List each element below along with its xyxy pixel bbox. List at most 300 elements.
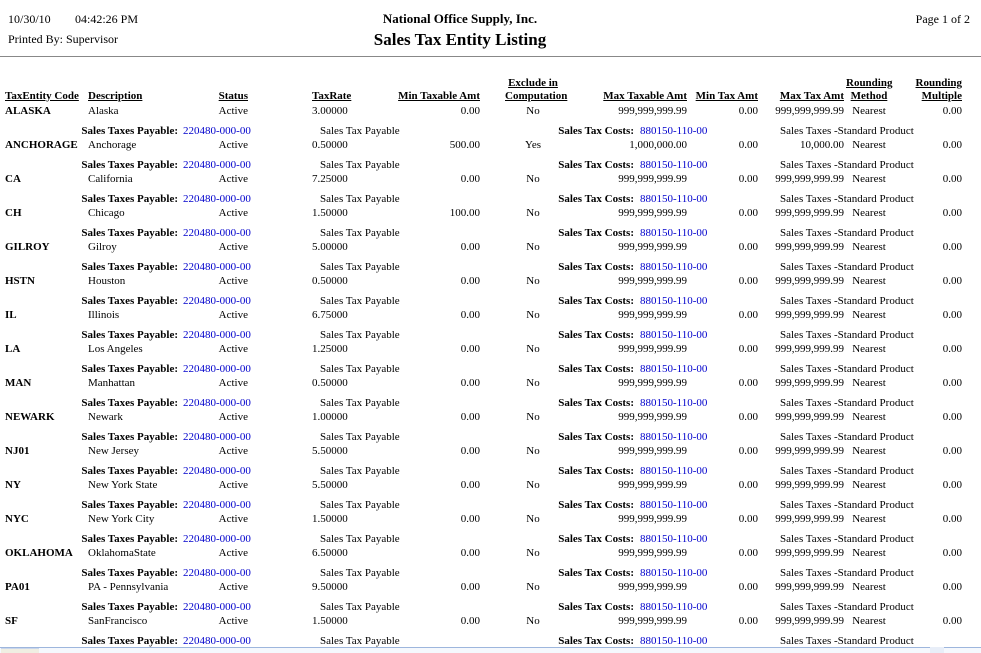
entity-max-tax-amt: 999,999,999.99: [775, 377, 844, 389]
header-max-tax-amt: Max Tax Amt: [779, 90, 844, 102]
entity-exclude-in-computation: Yes: [524, 139, 541, 151]
entity-max-taxable-amt: 999,999,999.99: [618, 105, 687, 117]
entity-min-tax-amt: 0.00: [738, 513, 758, 525]
sales-tax-costs-label: Sales Tax Costs:: [558, 159, 634, 171]
entity-min-taxable-amt: 500.00: [449, 139, 480, 151]
entity-status: Active: [218, 173, 248, 185]
entity-max-tax-amt: 999,999,999.99: [775, 309, 844, 321]
sales-tax-costs-account-link[interactable]: 880150-110-00: [640, 193, 708, 205]
sales-tax-costs-account-link[interactable]: 880150-110-00: [640, 329, 708, 341]
table-row: [0, 547, 981, 581]
sales-taxes-payable-account-link[interactable]: 220480-000-00: [183, 193, 251, 205]
entity-exclude-in-computation: No: [526, 411, 540, 423]
entity-rounding-method: Nearest: [852, 105, 886, 117]
entity-rounding-method: Nearest: [852, 615, 886, 627]
entity-main-line: [0, 547, 981, 561]
table-row: [0, 275, 981, 309]
entity-max-tax-amt: 999,999,999.99: [775, 581, 844, 593]
entity-max-taxable-amt: 999,999,999.99: [618, 479, 687, 491]
table-row: [0, 479, 981, 513]
entity-min-tax-amt: 0.00: [738, 207, 758, 219]
entity-max-tax-amt: 999,999,999.99: [775, 547, 844, 559]
entity-main-line: [0, 173, 981, 187]
sales-tax-costs-account-desc: Sales Taxes -Standard Product: [780, 397, 914, 409]
entity-status: Active: [218, 479, 248, 491]
report-title: Sales Tax Entity Listing: [373, 30, 547, 49]
entity-min-tax-amt: 0.00: [738, 377, 758, 389]
entity-exclude-in-computation: No: [526, 445, 540, 457]
sales-taxes-payable-account-link[interactable]: 220480-000-00: [183, 363, 251, 375]
entity-main-line: [0, 581, 981, 595]
entity-rounding-multiple: 0.00: [942, 479, 962, 491]
entity-max-taxable-amt: 999,999,999.99: [618, 445, 687, 457]
entity-min-tax-amt: 0.00: [738, 105, 758, 117]
sales-taxes-payable-label: Sales Taxes Payable:: [81, 431, 178, 443]
entity-exclude-in-computation: No: [526, 513, 540, 525]
entity-rounding-multiple: 0.00: [942, 513, 962, 525]
entity-max-taxable-amt: 999,999,999.99: [618, 377, 687, 389]
entity-max-tax-amt: 999,999,999.99: [775, 479, 844, 491]
entity-status: Active: [218, 207, 248, 219]
table-row: [0, 139, 981, 173]
entity-main-line: [0, 309, 981, 323]
sales-taxes-payable-account-desc: Sales Tax Payable: [320, 431, 400, 443]
entity-description: New York City: [88, 513, 155, 525]
entity-min-tax-amt: 0.00: [738, 615, 758, 627]
entity-min-taxable-amt: 0.00: [460, 309, 480, 321]
entity-rounding-method: Nearest: [852, 445, 886, 457]
header-divider: [0, 56, 981, 57]
sales-tax-costs-account-desc: Sales Taxes -Standard Product: [780, 295, 914, 307]
entity-rounding-method: Nearest: [852, 275, 886, 287]
entity-status: Active: [218, 275, 248, 287]
entity-rounding-multiple: 0.00: [942, 615, 962, 627]
entity-status: Active: [218, 547, 248, 559]
entity-rounding-multiple: 0.00: [942, 581, 962, 593]
entity-max-tax-amt: 999,999,999.99: [775, 343, 844, 355]
sales-tax-costs-account-desc: Sales Taxes -Standard Product: [780, 567, 914, 579]
sales-tax-costs-label: Sales Tax Costs:: [558, 567, 634, 579]
entity-main-line: [0, 105, 981, 119]
sales-taxes-payable-account-link[interactable]: 220480-000-00: [183, 567, 251, 579]
sales-taxes-payable-label: Sales Taxes Payable:: [81, 601, 178, 613]
sales-taxes-payable-account-desc: Sales Tax Payable: [320, 533, 400, 545]
header-tax-rate: TaxRate: [312, 90, 352, 102]
entity-status: Active: [218, 139, 248, 151]
entity-tax-rate: 1.25000: [312, 343, 348, 355]
sales-taxes-payable-account-desc: Sales Tax Payable: [320, 465, 400, 477]
sales-tax-costs-label: Sales Tax Costs:: [558, 295, 634, 307]
entity-code: IL: [5, 309, 17, 321]
entity-description: Houston: [88, 275, 126, 287]
entity-max-tax-amt: 999,999,999.99: [775, 173, 844, 185]
entity-max-tax-amt: 999,999,999.99: [775, 207, 844, 219]
entity-description: Gilroy: [88, 241, 117, 253]
entity-accounts-line: [0, 465, 981, 479]
sales-taxes-payable-label: Sales Taxes Payable:: [81, 193, 178, 205]
sales-tax-costs-account-link[interactable]: 880150-110-00: [640, 567, 708, 579]
sales-tax-costs-account-desc: Sales Taxes -Standard Product: [780, 159, 914, 171]
sales-taxes-payable-account-link[interactable]: 220480-000-00: [183, 329, 251, 341]
entity-max-tax-amt: 999,999,999.99: [775, 105, 844, 117]
sales-tax-costs-account-desc: Sales Taxes -Standard Product: [780, 363, 914, 375]
entity-min-taxable-amt: 0.00: [460, 411, 480, 423]
entity-main-line: [0, 343, 981, 357]
entity-rounding-method: Nearest: [852, 513, 886, 525]
sales-tax-costs-account-link[interactable]: 880150-110-00: [640, 397, 708, 409]
entity-code: OKLAHOMA: [5, 547, 73, 559]
sales-tax-costs-account-desc: Sales Taxes -Standard Product: [780, 329, 914, 341]
entity-rounding-multiple: 0.00: [942, 173, 962, 185]
sales-taxes-payable-label: Sales Taxes Payable:: [81, 635, 178, 647]
entity-rounding-method: Nearest: [852, 479, 886, 491]
table-row: [0, 377, 981, 411]
entity-description: Alaska: [88, 105, 119, 117]
entity-code: ANCHORAGE: [5, 139, 78, 151]
entity-rounding-method: Nearest: [852, 309, 886, 321]
entity-status: Active: [218, 343, 248, 355]
entity-rounding-method: Nearest: [852, 343, 886, 355]
sales-taxes-payable-account-desc: Sales Tax Payable: [320, 227, 400, 239]
scrollbar-notch: [930, 647, 944, 653]
sales-tax-costs-label: Sales Tax Costs:: [558, 125, 634, 137]
sales-tax-costs-account-link[interactable]: 880150-110-00: [640, 465, 708, 477]
entity-description: Los Angeles: [88, 343, 143, 355]
entity-exclude-in-computation: No: [526, 377, 540, 389]
sales-tax-costs-account-link[interactable]: 880150-110-00: [640, 295, 708, 307]
sales-tax-costs-label: Sales Tax Costs:: [558, 499, 634, 511]
entity-status: Active: [218, 105, 248, 117]
entity-exclude-in-computation: No: [526, 105, 540, 117]
entity-max-taxable-amt: 1,000,000.00: [629, 139, 687, 151]
entity-main-line: [0, 275, 981, 289]
sales-tax-costs-label: Sales Tax Costs:: [558, 329, 634, 341]
entity-accounts-line: [0, 363, 981, 377]
sales-taxes-payable-account-desc: Sales Tax Payable: [320, 295, 400, 307]
entity-description: California: [88, 173, 133, 185]
header-rounding-method: Rounding Method: [846, 77, 893, 102]
sales-taxes-payable-account-desc: Sales Tax Payable: [320, 125, 400, 137]
sales-taxes-payable-label: Sales Taxes Payable:: [81, 295, 178, 307]
sales-tax-costs-account-desc: Sales Taxes -Standard Product: [780, 431, 914, 443]
sales-tax-costs-label: Sales Tax Costs:: [558, 363, 634, 375]
sales-taxes-payable-account-link[interactable]: 220480-000-00: [183, 431, 251, 443]
entity-code: MAN: [5, 377, 32, 389]
entity-min-taxable-amt: 0.00: [460, 241, 480, 253]
entity-max-taxable-amt: 999,999,999.99: [618, 309, 687, 321]
sales-taxes-payable-account-desc: Sales Tax Payable: [320, 193, 400, 205]
sales-tax-costs-account-desc: Sales Taxes -Standard Product: [780, 465, 914, 477]
table-row: [0, 581, 981, 615]
sales-taxes-payable-label: Sales Taxes Payable:: [81, 499, 178, 511]
entity-max-taxable-amt: 999,999,999.99: [618, 241, 687, 253]
sales-taxes-payable-account-desc: Sales Tax Payable: [320, 363, 400, 375]
sales-taxes-payable-account-link[interactable]: 220480-000-00: [183, 125, 251, 137]
entity-tax-rate: 7.25000: [312, 173, 348, 185]
entity-exclude-in-computation: No: [526, 581, 540, 593]
sales-taxes-payable-label: Sales Taxes Payable:: [81, 159, 178, 171]
sales-tax-costs-label: Sales Tax Costs:: [558, 193, 634, 205]
sales-taxes-payable-account-link[interactable]: 220480-000-00: [183, 601, 251, 613]
sales-tax-costs-account-desc: Sales Taxes -Standard Product: [780, 499, 914, 511]
entity-tax-rate: 1.50000: [312, 207, 348, 219]
entity-min-taxable-amt: 0.00: [460, 105, 480, 117]
sales-tax-costs-label: Sales Tax Costs:: [558, 227, 634, 239]
table-row: [0, 411, 981, 445]
entity-accounts-line: [0, 601, 981, 615]
entity-max-taxable-amt: 999,999,999.99: [618, 547, 687, 559]
sales-tax-costs-label: Sales Tax Costs:: [558, 431, 634, 443]
entity-max-tax-amt: 10,000.00: [800, 139, 844, 151]
sales-taxes-payable-account-link[interactable]: 220480-000-00: [183, 295, 251, 307]
entity-tax-rate: 1.50000: [312, 513, 348, 525]
entity-max-taxable-amt: 999,999,999.99: [618, 343, 687, 355]
entity-main-line: [0, 139, 981, 153]
sales-taxes-payable-account-link[interactable]: 220480-000-00: [183, 635, 251, 647]
entity-status: Active: [218, 513, 248, 525]
entity-rounding-method: Nearest: [852, 377, 886, 389]
entity-main-line: [0, 377, 981, 391]
entity-rounding-multiple: 0.00: [942, 411, 962, 423]
sales-taxes-payable-label: Sales Taxes Payable:: [81, 465, 178, 477]
horizontal-scrollbar[interactable]: [0, 647, 981, 653]
entity-accounts-line: [0, 261, 981, 275]
entity-min-taxable-amt: 0.00: [460, 547, 480, 559]
entity-min-tax-amt: 0.00: [738, 173, 758, 185]
entity-code: NJ01: [5, 445, 30, 457]
entity-max-taxable-amt: 999,999,999.99: [618, 615, 687, 627]
entity-exclude-in-computation: No: [526, 309, 540, 321]
entity-description: Chicago: [88, 207, 125, 219]
entity-min-taxable-amt: 100.00: [449, 207, 480, 219]
sales-tax-costs-label: Sales Tax Costs:: [558, 397, 634, 409]
entity-accounts-line: [0, 295, 981, 309]
entity-min-tax-amt: 0.00: [738, 139, 758, 151]
entity-main-line: [0, 411, 981, 425]
entity-tax-rate: 0.50000: [312, 377, 348, 389]
sales-taxes-payable-label: Sales Taxes Payable:: [81, 329, 178, 341]
sales-tax-costs-account-link[interactable]: 880150-110-00: [640, 499, 708, 511]
sales-tax-costs-account-link[interactable]: 880150-110-00: [640, 601, 708, 613]
table-row: [0, 513, 981, 547]
header-description: Description: [88, 90, 143, 102]
entity-min-taxable-amt: 0.00: [460, 615, 480, 627]
entity-rounding-multiple: 0.00: [942, 309, 962, 321]
header-rounding-multiple: Rounding Multiple: [915, 77, 962, 102]
entity-min-tax-amt: 0.00: [738, 547, 758, 559]
entity-max-taxable-amt: 999,999,999.99: [618, 173, 687, 185]
sales-tax-costs-account-desc: Sales Taxes -Standard Product: [780, 261, 914, 273]
table-row: [0, 343, 981, 377]
entity-rounding-method: Nearest: [852, 411, 886, 423]
entity-max-taxable-amt: 999,999,999.99: [618, 275, 687, 287]
sales-taxes-payable-account-desc: Sales Tax Payable: [320, 567, 400, 579]
entity-description: New Jersey: [88, 445, 140, 457]
sales-tax-costs-account-link[interactable]: 880150-110-00: [640, 261, 708, 273]
entity-description: Illinois: [88, 309, 120, 321]
entity-status: Active: [218, 241, 248, 253]
entity-code: LA: [5, 343, 21, 355]
sales-taxes-payable-label: Sales Taxes Payable:: [81, 125, 178, 137]
entity-rounding-multiple: 0.00: [942, 547, 962, 559]
entity-max-taxable-amt: 999,999,999.99: [618, 207, 687, 219]
sales-tax-costs-label: Sales Tax Costs:: [558, 533, 634, 545]
entity-status: Active: [218, 309, 248, 321]
entity-accounts-line: [0, 329, 981, 343]
entity-code: SF: [5, 615, 18, 627]
entity-max-tax-amt: 999,999,999.99: [775, 241, 844, 253]
entity-status: Active: [218, 411, 248, 423]
entity-rounding-multiple: 0.00: [942, 105, 962, 117]
entity-exclude-in-computation: No: [526, 275, 540, 287]
entity-tax-rate: 9.50000: [312, 581, 348, 593]
sales-taxes-payable-account-link[interactable]: 220480-000-00: [183, 261, 251, 273]
entity-max-tax-amt: 999,999,999.99: [775, 445, 844, 457]
entity-accounts-line: [0, 159, 981, 173]
entity-min-taxable-amt: 0.00: [460, 343, 480, 355]
entity-min-tax-amt: 0.00: [738, 275, 758, 287]
table-row: [0, 105, 981, 139]
entity-min-taxable-amt: 0.00: [460, 479, 480, 491]
entity-main-line: [0, 615, 981, 629]
sales-tax-costs-account-desc: Sales Taxes -Standard Product: [780, 635, 914, 647]
header-min-taxable-amt: Min Taxable Amt: [398, 90, 480, 102]
table-row: [0, 173, 981, 207]
sales-taxes-payable-account-link[interactable]: 220480-000-00: [183, 533, 251, 545]
sales-tax-costs-account-desc: Sales Taxes -Standard Product: [780, 125, 914, 137]
entity-main-line: [0, 241, 981, 255]
company-name: National Office Supply, Inc.: [382, 11, 538, 26]
sales-tax-costs-account-desc: Sales Taxes -Standard Product: [780, 533, 914, 545]
sales-taxes-payable-account-desc: Sales Tax Payable: [320, 329, 400, 341]
entity-tax-rate: 5.00000: [312, 241, 348, 253]
entity-accounts-line: [0, 499, 981, 513]
entity-tax-rate: 6.50000: [312, 547, 348, 559]
entity-exclude-in-computation: No: [526, 547, 540, 559]
sales-taxes-payable-account-link[interactable]: 220480-000-00: [183, 465, 251, 477]
sales-tax-costs-account-link[interactable]: 880150-110-00: [640, 363, 708, 375]
entity-min-taxable-amt: 0.00: [460, 513, 480, 525]
entity-tax-rate: 0.50000: [312, 139, 348, 151]
entity-tax-rate: 0.50000: [312, 275, 348, 287]
entity-accounts-line: [0, 193, 981, 207]
entity-tax-rate: 5.50000: [312, 445, 348, 457]
entity-tax-rate: 1.50000: [312, 615, 348, 627]
entity-rounding-multiple: 0.00: [942, 139, 962, 151]
entity-rounding-multiple: 0.00: [942, 275, 962, 287]
sales-taxes-payable-account-desc: Sales Tax Payable: [320, 499, 400, 511]
entity-description: Anchorage: [88, 139, 137, 151]
entity-status: Active: [218, 377, 248, 389]
sales-taxes-payable-account-desc: Sales Tax Payable: [320, 261, 400, 273]
entity-code: HSTN: [5, 275, 35, 287]
entity-status: Active: [218, 581, 248, 593]
entity-max-taxable-amt: 999,999,999.99: [618, 411, 687, 423]
scrollbar-thumb[interactable]: [1, 648, 39, 653]
entity-tax-rate: 6.75000: [312, 309, 348, 321]
report-date: 10/30/10: [8, 12, 51, 26]
sales-tax-costs-account-link[interactable]: 880150-110-00: [640, 635, 708, 647]
entity-min-tax-amt: 0.00: [738, 479, 758, 491]
entity-rounding-method: Nearest: [852, 139, 886, 151]
header-max-taxable-amt: Max Taxable Amt: [603, 90, 687, 102]
entity-min-tax-amt: 0.00: [738, 411, 758, 423]
entity-min-tax-amt: 0.00: [738, 581, 758, 593]
entity-tax-rate: 1.00000: [312, 411, 348, 423]
sales-taxes-payable-account-link[interactable]: 220480-000-00: [183, 159, 251, 171]
entity-min-taxable-amt: 0.00: [460, 173, 480, 185]
entity-status: Active: [218, 615, 248, 627]
entity-description: PA - Pennsylvania: [88, 581, 169, 593]
entity-code: NY: [5, 479, 21, 491]
entity-main-line: [0, 445, 981, 459]
sales-taxes-payable-label: Sales Taxes Payable:: [81, 533, 178, 545]
sales-taxes-payable-account-link[interactable]: 220480-000-00: [183, 499, 251, 511]
entity-tax-rate: 5.50000: [312, 479, 348, 491]
entity-min-tax-amt: 0.00: [738, 445, 758, 457]
table-row: [0, 207, 981, 241]
entity-rounding-method: Nearest: [852, 207, 886, 219]
entity-code: CH: [5, 207, 22, 219]
entity-min-taxable-amt: 0.00: [460, 377, 480, 389]
entity-code: ALASKA: [5, 105, 51, 117]
report-time: 04:42:26 PM: [75, 12, 139, 26]
header-tax-entity-code: TaxEntity Code: [5, 90, 79, 102]
header-min-tax-amt: Min Tax Amt: [695, 90, 758, 102]
entity-min-tax-amt: 0.00: [738, 309, 758, 321]
entity-accounts-line: [0, 431, 981, 445]
sales-tax-costs-account-link[interactable]: 880150-110-00: [640, 125, 708, 137]
entity-description: New York State: [88, 479, 158, 491]
sales-tax-costs-label: Sales Tax Costs:: [558, 601, 634, 613]
sales-tax-costs-account-link[interactable]: 880150-110-00: [640, 431, 708, 443]
entity-max-tax-amt: 999,999,999.99: [775, 513, 844, 525]
sales-tax-costs-account-link[interactable]: 880150-110-00: [640, 159, 708, 171]
entity-min-taxable-amt: 0.00: [460, 581, 480, 593]
sales-taxes-payable-account-link[interactable]: 220480-000-00: [183, 227, 251, 239]
entity-main-line: [0, 207, 981, 221]
sales-tax-costs-account-link[interactable]: 880150-110-00: [640, 227, 708, 239]
entity-code: PA01: [5, 581, 30, 593]
sales-tax-costs-account-link[interactable]: 880150-110-00: [640, 533, 708, 545]
sales-tax-costs-account-desc: Sales Taxes -Standard Product: [780, 601, 914, 613]
entity-exclude-in-computation: No: [526, 173, 540, 185]
entity-min-taxable-amt: 0.00: [460, 275, 480, 287]
sales-taxes-payable-label: Sales Taxes Payable:: [81, 227, 178, 239]
sales-taxes-payable-account-desc: Sales Tax Payable: [320, 601, 400, 613]
table-row: [0, 445, 981, 479]
entity-code: NYC: [5, 513, 29, 525]
printed-by: Printed By: Supervisor: [8, 32, 118, 46]
sales-taxes-payable-label: Sales Taxes Payable:: [81, 567, 178, 579]
entity-description: SanFrancisco: [88, 615, 148, 627]
entity-rounding-method: Nearest: [852, 241, 886, 253]
entity-rounding-multiple: 0.00: [942, 343, 962, 355]
entity-rounding-multiple: 0.00: [942, 207, 962, 219]
entity-min-tax-amt: 0.00: [738, 343, 758, 355]
header-status: Status: [218, 90, 248, 102]
sales-taxes-payable-label: Sales Taxes Payable:: [81, 397, 178, 409]
entity-description: Newark: [88, 411, 123, 423]
entity-tax-rate: 3.00000: [312, 105, 348, 117]
table-row: [0, 309, 981, 343]
entity-rounding-multiple: 0.00: [942, 445, 962, 457]
sales-taxes-payable-account-link[interactable]: 220480-000-00: [183, 397, 251, 409]
sales-taxes-payable-account-desc: Sales Tax Payable: [320, 397, 400, 409]
entity-max-tax-amt: 999,999,999.99: [775, 411, 844, 423]
column-header-row: [0, 72, 981, 104]
entity-exclude-in-computation: No: [526, 479, 540, 491]
